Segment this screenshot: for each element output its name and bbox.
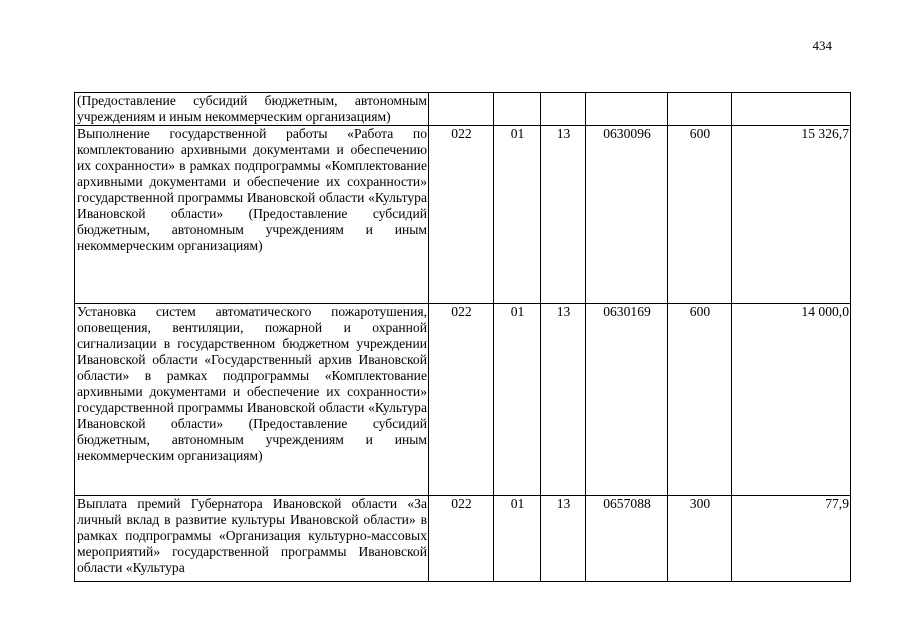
amount: 77,9: [732, 496, 851, 582]
amount: 15 326,7: [732, 126, 851, 304]
ministry-code: 022: [429, 126, 494, 304]
section-code: [494, 93, 541, 126]
subsection-code: 13: [541, 126, 586, 304]
subsection-code: 13: [541, 304, 586, 496]
table-row: [75, 496, 851, 582]
target-article-code: 0657088: [586, 496, 668, 582]
table-row: [75, 304, 851, 496]
section-code: 01: [494, 496, 541, 582]
row-description: Выполнение государственной работы «Работа по комплектованию архивными документами и обеспечению их сохранности» в рамках подпрограммы «Комплектование архивными документами и обеспечение их сохранности» государственной программы Ивановской области «Культура Ивановской области» (Предоставление субсидий бюджетным, автономным учреждениям и иным некоммерческим организациям): [75, 126, 429, 304]
row-description: Выплата премий Губернатора Ивановской области «За личный вклад в развитие культуры Ивановской области» в рамках подпрограммы «Организация культурно-массовых мероприятий» государственной программы Ивановской области «Культура: [75, 496, 429, 582]
target-article-code: 0630169: [586, 304, 668, 496]
page-number: 434: [812, 38, 832, 53]
subsection-code: [541, 93, 586, 126]
row-description: (Предоставление субсидий бюджетным, автономным учреждениям и иным некоммерческим организациям): [75, 93, 429, 126]
ministry-code: 022: [429, 496, 494, 582]
table-row: [75, 126, 851, 304]
target-article-code: [586, 93, 668, 126]
row-description: Установка систем автоматического пожаротушения, оповещения, вентиляции, пожарной и охранной сигнализации в государственном бюджетном учреждении Ивановской области «Государственный архив Ивановской области» в рамках подпрограммы «Комплектование архивными документами и обеспечение их сохранности» государственной программы Ивановской области «Культура Ивановской области» (Предоставление субсидий бюджетным, автономным учреждениям и иным некоммерческим организациям): [75, 304, 429, 496]
ministry-code: [429, 93, 494, 126]
ministry-code: 022: [429, 304, 494, 496]
expense-type-code: [668, 93, 732, 126]
amount: [732, 93, 851, 126]
expense-type-code: 600: [668, 126, 732, 304]
target-article-code: 0630096: [586, 126, 668, 304]
expense-type-code: 600: [668, 304, 732, 496]
expense-type-code: 300: [668, 496, 732, 582]
section-code: 01: [494, 304, 541, 496]
section-code: 01: [494, 126, 541, 304]
table-row: [75, 93, 851, 126]
amount: 14 000,0: [732, 304, 851, 496]
budget-table: [74, 92, 851, 582]
subsection-code: 13: [541, 496, 586, 582]
